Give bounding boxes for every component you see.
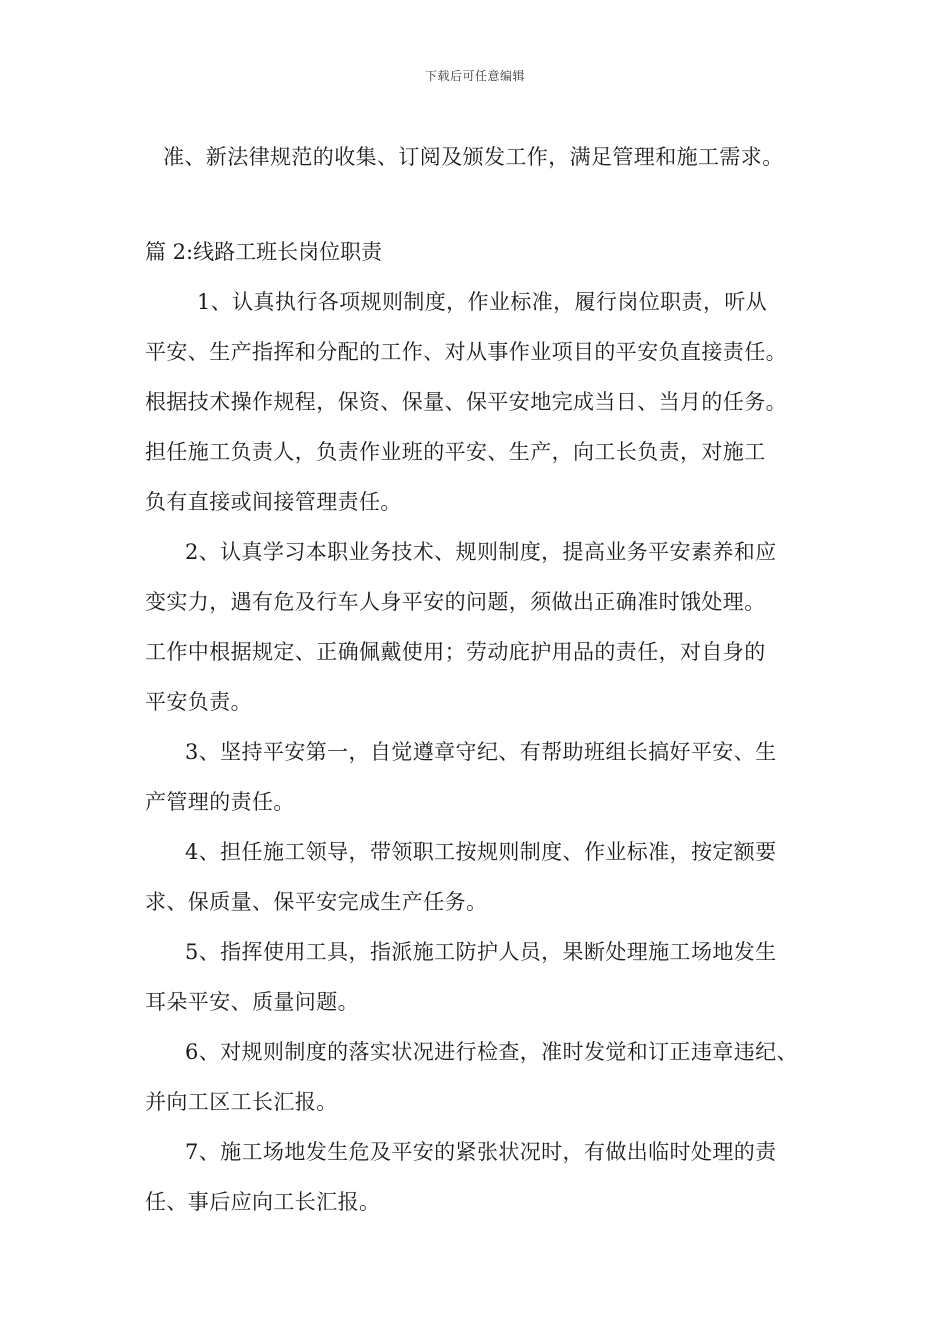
paragraph-line: 负有直接或间接管理责任。 xyxy=(145,490,402,514)
paragraph-line: 6、对规则制度的落实状况进行检查，准时发觉和订正违章违纪、 xyxy=(185,1040,798,1064)
paragraph-line: 5、指挥使用工具，指派施工防护人员，果断处理施工场地发生 xyxy=(185,940,777,964)
paragraph-line: 根据技术操作规程，保资、保量、保平安地完成当日、当月的任务。 xyxy=(145,390,787,414)
duty-item-2 xyxy=(145,527,815,727)
paragraph-line: 2、认真学习本职业务技术、规则制度，提高业务平安素养和应 xyxy=(185,540,777,564)
duty-item-1 xyxy=(145,277,815,527)
paragraph-line: 工作中根据规定、正确佩戴使用；劳动庇护用品的责任，对自身的 xyxy=(145,640,766,664)
duty-item-5 xyxy=(145,927,815,1027)
paragraph-line: 平安负责。 xyxy=(145,690,252,714)
paragraph-line: 4、担任施工领导，带领职工按规则制度、作业标准，按定额要 xyxy=(185,840,777,864)
paragraph-line: 3、坚持平安第一，自觉遵章守纪、有帮助班组长搞好平安、生 xyxy=(185,740,777,764)
paragraph-line: 耳朵平安、质量问题。 xyxy=(145,990,359,1014)
paragraph-line: 变实力，遇有危及行车人身平安的问题，须做出正确准时饿处理。 xyxy=(145,590,766,614)
paragraph-line: 7、施工场地发生危及平安的紧张状况时，有做出临时处理的责 xyxy=(185,1140,777,1164)
duty-item-3 xyxy=(145,727,815,827)
duty-item-7 xyxy=(145,1127,815,1227)
duty-item-6 xyxy=(145,1027,815,1127)
paragraph-line: 1、认真执行各项规则制度，作业标准，履行岗位职责，听从 xyxy=(197,290,768,314)
intro-line: 准、新法律规范的收集、订阅及颁发工作，满足管理和施工需求。 xyxy=(163,145,784,169)
section-title: 篇 2:线路工班长岗位职责 xyxy=(145,240,383,264)
duty-item-4 xyxy=(145,827,815,927)
paragraph-line: 任、事后应向工长汇报。 xyxy=(145,1190,381,1214)
paragraph-line: 平安、生产指挥和分配的工作、对从事作业项目的平安负直接责任。 xyxy=(145,340,787,364)
header-note: 下载后可任意编辑 xyxy=(424,69,525,83)
paragraph-line: 求、保质量、保平安完成生产任务。 xyxy=(145,890,488,914)
paragraph-line: 产管理的责任。 xyxy=(145,790,295,814)
paragraph-line: 担任施工负责人，负责作业班的平安、生产，向工长负责，对施工 xyxy=(145,440,766,464)
document-body xyxy=(145,132,815,1227)
paragraph-line: 并向工区工长汇报。 xyxy=(145,1090,338,1114)
spacer xyxy=(145,182,815,227)
